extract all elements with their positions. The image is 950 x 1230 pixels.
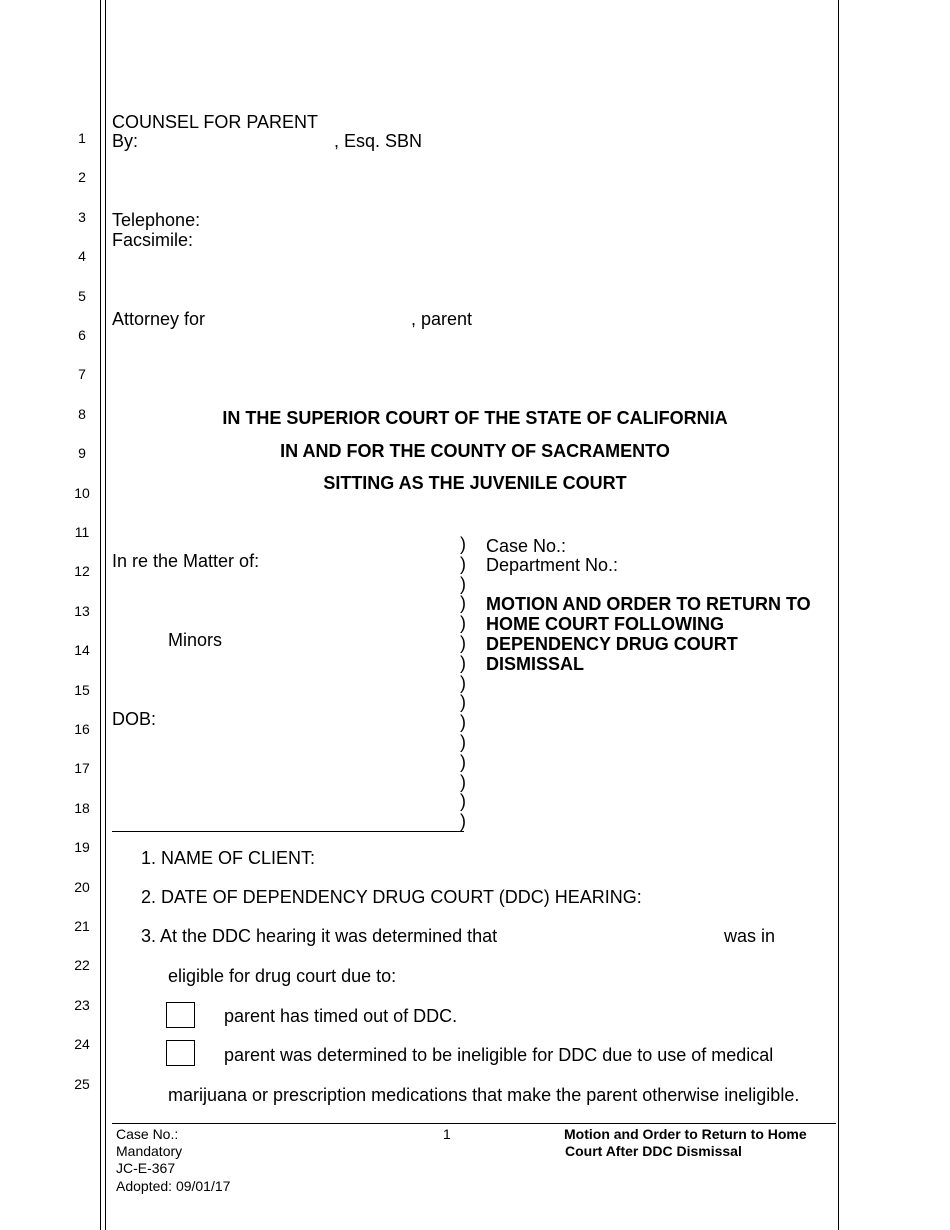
caption-parentheses: [460, 535, 466, 832]
right-margin-line: [838, 0, 839, 1230]
caption-paren: ): [460, 593, 466, 614]
footer-adopted-date: Adopted: 09/01/17: [116, 1178, 231, 1194]
caption-paren: ): [460, 791, 466, 812]
document-title-line-3: DEPENDENCY DRUG COURT: [486, 634, 738, 654]
parent-label: , parent: [411, 309, 473, 329]
timed-out-checkbox[interactable]: [166, 1002, 195, 1028]
line-number: 6: [78, 327, 86, 343]
esq-sbn-label: , Esq. SBN: [334, 131, 423, 151]
line-number: 4: [78, 248, 86, 265]
line-number: 7: [78, 366, 86, 383]
line-number: 21: [74, 918, 90, 934]
case-no-label: Case No.:: [486, 536, 567, 556]
ineligible-option-continued: marijuana or prescription medications that make the parent otherwise ineligible.: [168, 1085, 800, 1105]
line-number: 3: [78, 208, 86, 225]
document-title-line-4: DISMISSAL: [486, 654, 585, 674]
line-number: 20: [74, 878, 90, 895]
footer-mandatory: Mandatory: [116, 1143, 183, 1159]
caption-paren: ): [460, 534, 466, 554]
court-title-line-1: IN THE SUPERIOR COURT OF THE STATE OF CALIFORNIA: [222, 408, 728, 428]
line-number: 11: [74, 524, 90, 540]
caption-underline: [112, 831, 464, 832]
document-title-line-2: HOME COURT FOLLOWING: [486, 614, 724, 634]
caption-paren: ): [460, 553, 466, 574]
counsel-heading: COUNSEL FOR PARENT: [112, 112, 319, 132]
line-number: 17: [74, 760, 90, 777]
line-number: 16: [74, 721, 90, 737]
telephone-label: Telephone:: [112, 210, 201, 230]
department-no-label: Department No.:: [486, 555, 619, 575]
line-number: 13: [74, 602, 90, 619]
ineligible-checkbox[interactable]: [166, 1040, 195, 1066]
caption-paren: ): [460, 771, 466, 792]
left-margin-line-outer: [100, 0, 101, 1230]
line-number: 9: [78, 445, 86, 462]
footer-title-line-2: Court After DDC Dismissal: [565, 1143, 742, 1159]
timed-out-option-label: parent has timed out of DDC.: [224, 1006, 458, 1026]
caption-paren: ): [460, 632, 466, 653]
line-number: 23: [74, 996, 90, 1013]
dob-label: DOB:: [112, 709, 157, 729]
attorney-for-label: Attorney for: [112, 309, 206, 329]
facsimile-label: Facsimile:: [112, 230, 194, 250]
item-3-eligible: eligible for drug court due to:: [168, 966, 397, 986]
line-number: 18: [74, 799, 90, 816]
caption-paren: ): [460, 573, 466, 594]
left-margin-line-inner: [105, 0, 106, 1230]
footer-divider: [112, 1123, 836, 1124]
caption-paren: ): [460, 751, 466, 772]
court-title-line-2: IN AND FOR THE COUNTY OF SACRAMENTO: [280, 441, 670, 461]
line-number: 8: [78, 405, 86, 422]
line-number: 5: [78, 287, 86, 304]
caption-paren: ): [460, 613, 466, 634]
caption-paren: ): [460, 672, 466, 693]
item-1-name-of-client: 1. NAME OF CLIENT:: [141, 848, 316, 868]
court-title-line-3: SITTING AS THE JUVENILE COURT: [323, 473, 627, 493]
footer-title-line-1: Motion and Order to Return to Home: [564, 1126, 807, 1142]
line-number: 22: [74, 957, 90, 974]
ineligible-option-label: parent was determined to be ineligible for DDC due to use of medical: [224, 1045, 774, 1065]
line-number: 24: [74, 1036, 90, 1053]
line-number: 10: [74, 484, 90, 501]
caption-paren: ): [460, 712, 466, 733]
line-number: 1: [78, 130, 86, 146]
line-number: 25: [74, 1075, 90, 1092]
caption-paren: ): [460, 652, 466, 673]
page-number: 1: [443, 1126, 451, 1142]
line-number: 12: [74, 563, 90, 580]
line-number: 14: [74, 642, 90, 659]
caption-paren: ): [460, 731, 466, 752]
footer-form-number: JC-E-367: [116, 1160, 176, 1176]
in-re-label: In re the Matter of:: [112, 551, 260, 571]
document-title-line-1: MOTION AND ORDER TO RETURN TO: [486, 594, 811, 614]
minors-label: Minors: [168, 630, 223, 650]
by-label: By:: [112, 131, 139, 151]
item-3-was-in: was in: [724, 926, 776, 946]
line-number: 15: [74, 681, 90, 698]
line-number: 19: [74, 839, 90, 856]
item-2-ddc-hearing-date: 2. DATE OF DEPENDENCY DRUG COURT (DDC) HEARING:: [141, 887, 642, 907]
item-3-determination: 3. At the DDC hearing it was determined that: [141, 926, 498, 946]
caption-paren: ): [460, 692, 466, 713]
line-number: 2: [78, 169, 86, 186]
caption-paren: ): [460, 811, 466, 832]
footer-case-no: Case No.:: [116, 1126, 179, 1142]
